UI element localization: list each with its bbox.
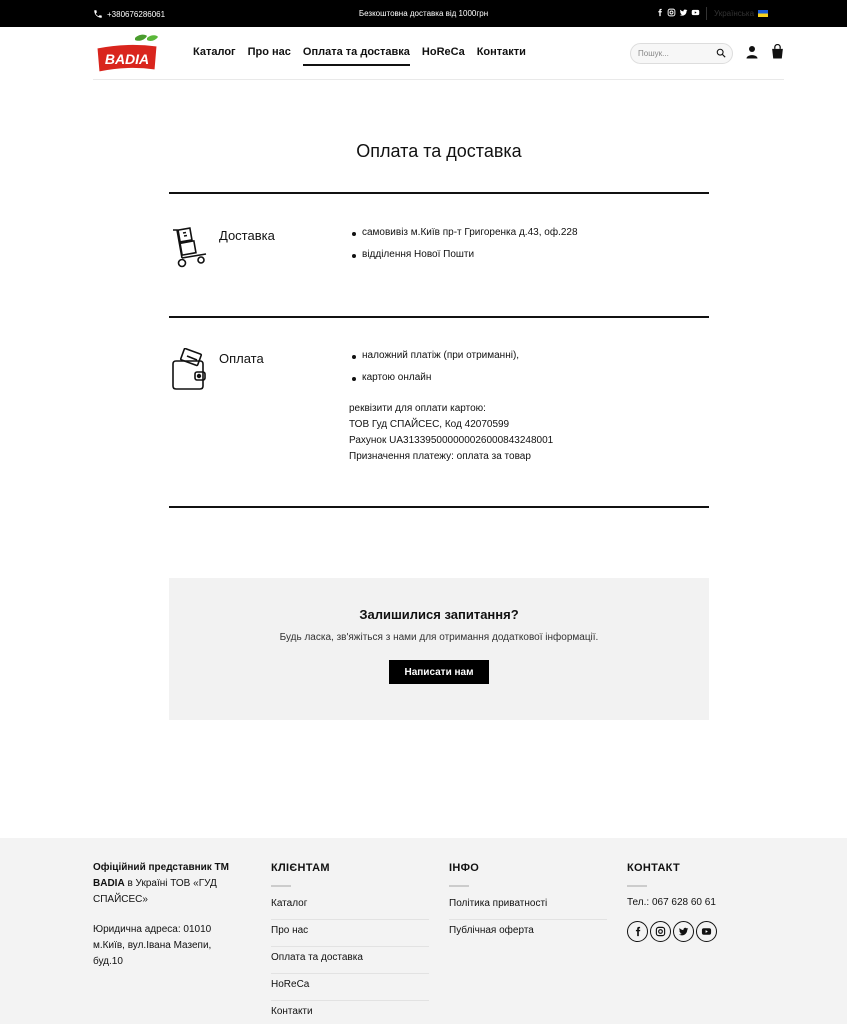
main-nav (193, 46, 526, 63)
ukraine-flag-icon (758, 10, 768, 17)
about-suffix: в Україні ТОВ «ГУД СПАЙСЕС» (93, 878, 217, 905)
main-header (0, 27, 847, 81)
logo-text: BADIA (104, 51, 150, 67)
twitter-icon[interactable] (679, 8, 688, 17)
footer-address: Юридична адреса: 01010 м.Київ, вул.Івана Мазепи, буд.10 (93, 924, 212, 967)
details-line: ТОВ Гуд СПАЙСЕС, Код 42070599 (349, 419, 510, 430)
contact-cta (169, 578, 709, 720)
list-item: відділення Нової Пошти (352, 248, 578, 270)
about-prefix: Офіційний представник ТМ (93, 862, 229, 873)
footer-link-about[interactable]: Про нас (271, 922, 429, 947)
footer-info-heading: ІНФО (449, 862, 480, 874)
footer-dash (271, 885, 291, 887)
top-phone-number: +380676286061 (107, 9, 166, 19)
section-divider (169, 316, 709, 318)
footer-dash (449, 885, 469, 887)
nav-horeca[interactable]: HoReCa (421, 46, 465, 58)
section-divider (169, 192, 709, 194)
footer-contact (627, 860, 717, 942)
cta-text: Будь ласка, зв'яжіться з нами для отримання додаткової інформації. (279, 632, 599, 643)
footer-info (449, 860, 607, 947)
section-divider (169, 506, 709, 508)
list-item: наложний платіж (при отриманні), (352, 349, 519, 371)
hand-truck-icon (170, 226, 208, 268)
youtube-icon[interactable] (696, 921, 717, 942)
search-input[interactable] (630, 43, 733, 64)
nav-catalog[interactable]: Каталог (193, 46, 236, 58)
footer-about (93, 860, 243, 970)
nav-about[interactable]: Про нас (247, 46, 291, 58)
write-us-button[interactable]: Написати нам (389, 660, 489, 684)
facebook-icon[interactable] (627, 921, 648, 942)
youtube-icon[interactable] (691, 8, 700, 17)
footer-link-payment-delivery[interactable]: Оплата та доставка (271, 949, 429, 974)
language-switcher[interactable] (714, 9, 768, 18)
payment-list (352, 349, 519, 393)
footer-contact-heading: КОНТАКТ (627, 862, 680, 874)
footer-link-catalog[interactable]: Каталог (271, 895, 429, 920)
top-social (655, 8, 700, 17)
twitter-icon[interactable] (673, 921, 694, 942)
badia-logo[interactable] (95, 34, 159, 76)
list-item: самовивіз м.Київ пр-т Григоренка д.43, оф.228 (352, 226, 578, 248)
top-bar (0, 0, 847, 27)
footer-link-contacts[interactable]: Контакти (271, 1006, 313, 1017)
footer-clients-heading: КЛІЄНТАМ (271, 862, 330, 874)
search-icon[interactable] (716, 48, 726, 58)
header-divider (93, 79, 784, 80)
footer-phone[interactable]: Тел.: 067 628 60 61 (627, 897, 716, 908)
details-line: Призначення платежу: оплата за товар (349, 451, 531, 462)
footer-link-offer[interactable]: Публічная оферта (449, 925, 534, 936)
footer-link-privacy[interactable]: Політика приватності (449, 895, 607, 920)
about-brand: BADIA (93, 878, 125, 889)
shopping-bag-icon[interactable] (771, 44, 784, 59)
search-placeholder: Пошук... (638, 49, 669, 58)
payment-details (349, 401, 553, 465)
footer-clients (271, 860, 429, 1028)
top-separator (706, 7, 707, 20)
footer (0, 838, 847, 1024)
payment-label: Оплата (219, 351, 264, 366)
user-icon[interactable] (746, 45, 758, 59)
promo-text: Безкоштовна доставка від 1000грн (358, 9, 489, 18)
instagram-icon[interactable] (650, 921, 671, 942)
footer-dash (627, 885, 647, 887)
list-item: картою онлайн (352, 371, 519, 393)
footer-about-text (93, 860, 243, 908)
details-line: Рахунок UA313395000000026000843248001 (349, 435, 554, 446)
instagram-icon[interactable] (667, 8, 676, 17)
cta-title: Залишилися запитання? (359, 607, 519, 622)
delivery-list (352, 226, 578, 270)
footer-social (627, 921, 717, 942)
details-line: реквізити для оплати картою: (349, 403, 486, 414)
footer-link-horeca[interactable]: HoReCa (271, 976, 429, 1001)
delivery-label: Доставка (219, 228, 275, 243)
nav-payment-delivery[interactable]: Оплата та доставка (303, 46, 410, 63)
facebook-icon[interactable] (655, 8, 664, 17)
wallet-icon (170, 348, 208, 390)
page-title: Оплата та доставка (356, 141, 522, 161)
language-label: Українська (714, 9, 755, 18)
nav-contacts[interactable]: Контакти (476, 46, 526, 58)
